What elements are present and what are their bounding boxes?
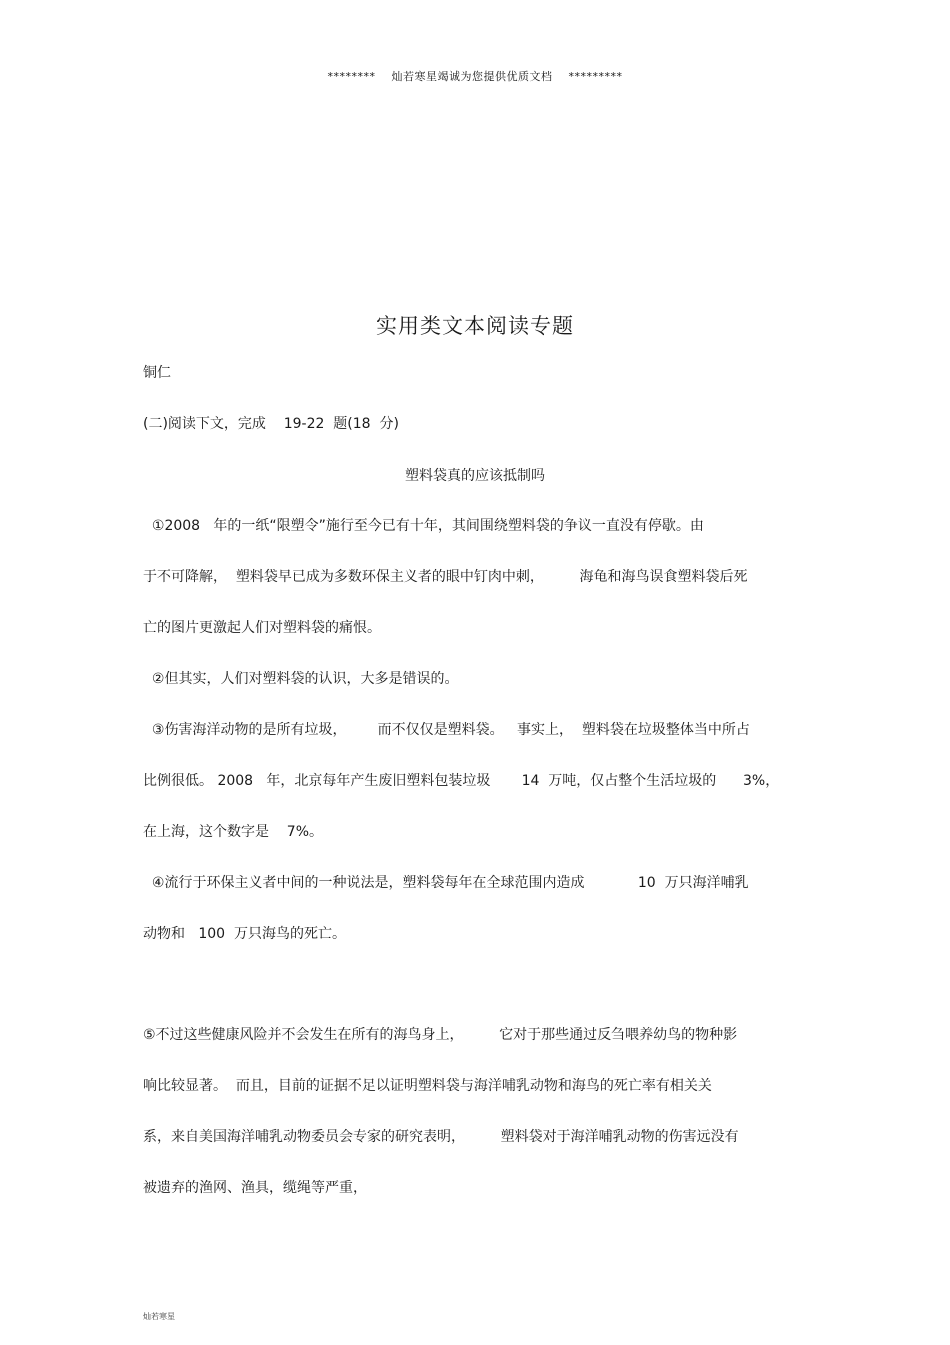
article-title: 塑料袋真的应该抵制吗 [405,468,545,484]
paragraph-1-line-2: 于不可降解， 塑料袋早已成为多数环保主义者的眼中钉肉中刺， 海龟和海鸟误食塑料袋后死 [143,569,748,585]
paragraph-5-line-4: 被遗弃的渔网、渔具，缆绳等严重， [143,1180,367,1196]
region-label: 铜仁 [143,365,171,381]
paragraph-2-line-1: ②但其实，人们对塑料袋的认识，大多是错误的。 [143,671,459,687]
paragraph-3-line-1: ③伤害海洋动物的是所有垃圾， 而不仅仅是塑料袋。 事实上， 塑料袋在垃圾整体当中所占 [143,722,750,738]
paragraph-4-line-1: ④流行于环保主义者中间的一种说法是，塑料袋每年在全球范围内造成 10 万只海洋哺乳 [143,875,749,891]
question-intro: (二)阅读下文，完成 19-22 题(18 分) [143,416,399,432]
paragraph-1-line-3: 亡的图片更激起人们对塑料袋的痛恨。 [143,620,381,636]
paragraph-5-line-2: 响比较显著。 而且，目前的证据不足以证明塑料袋与海洋哺乳动物和海鸟的死亡率有相关关 [143,1078,712,1094]
paragraph-4-line-2: 动物和 100 万只海鸟的死亡。 [143,926,346,942]
paragraph-5-line-3: 系，来自美国海洋哺乳动物委员会专家的研究表明， 塑料袋对于海洋哺乳动物的伤害远没有 [143,1129,739,1145]
page-footer: 灿若寒星 [143,1312,175,1321]
document-title: 实用类文本阅读专题 [376,314,574,338]
paragraph-3-line-3: 在上海，这个数字是 7%。 [143,824,324,840]
paragraph-1-line-1: ①2008 年的一纸“限塑令”施行至今已有十年，其间围绕塑料袋的争议一直没有停歇。由 [143,518,704,534]
page-header: ******** 灿若寒星竭诚为您提供优质文档 ********* [327,70,623,83]
paragraph-5-line-1: ⑤不过这些健康风险并不会发生在所有的海鸟身上， 它对于那些通过反刍喂养幼鸟的物种影 [143,1027,738,1043]
paragraph-3-line-2: 比例很低。 2008 年，北京每年产生废旧塑料包装垃圾 14 万吨，仅占整个生活垃圾的 3%， [143,773,780,789]
